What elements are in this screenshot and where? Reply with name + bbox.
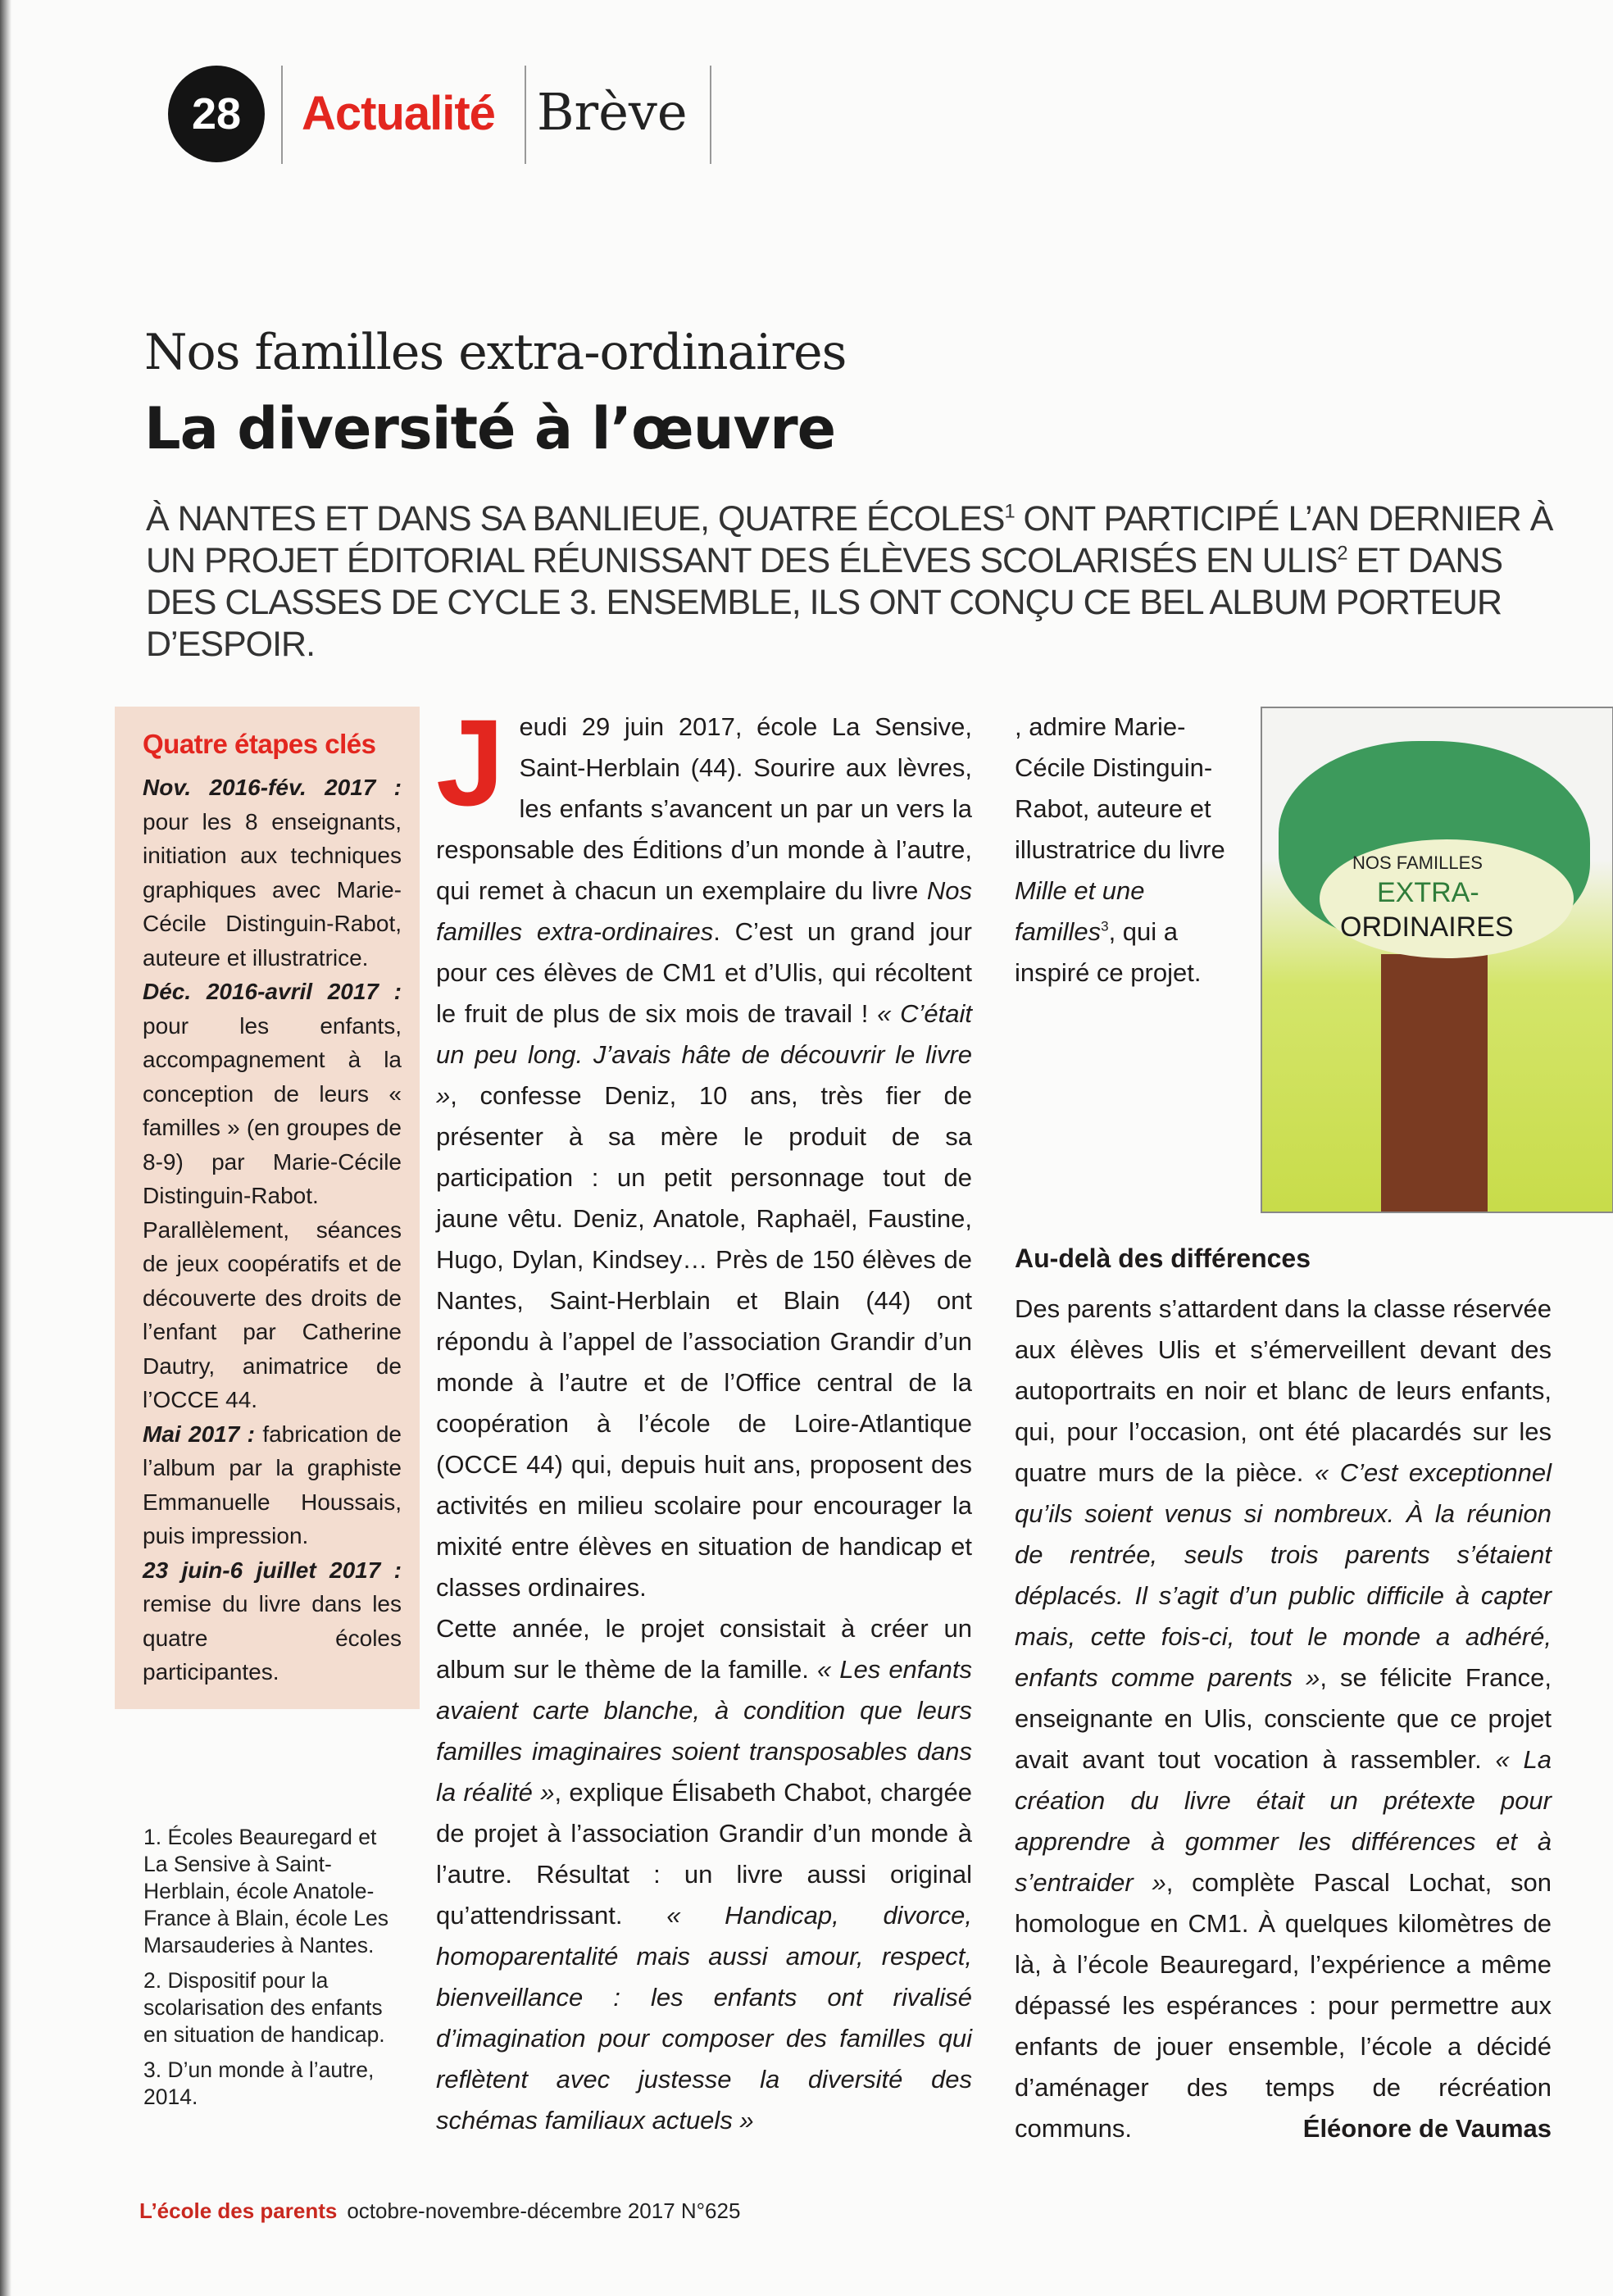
footnote: 2. Dispositif pour la scolarisation des enfants en situation de handicap. (143, 1967, 385, 2047)
key-steps-sidebar (115, 707, 420, 1709)
step: Nov. 2016-fév. 2017 : pour les 8 enseignants, initiation aux techniques graphiques avec Marie-Cécile Distinguin-Rabot, auteure et illustratrice. (143, 775, 402, 971)
footnote: 1. Écoles Beauregard et La Sensive à Saint-Herblain, école Anatole-France à Blain, école Les Marsauderies à Nantes. (143, 1824, 389, 1957)
cover-title: NOS FAMILLES (1352, 852, 1483, 873)
right-column-top (1015, 707, 1613, 1213)
section-heading: Au-delà des différences (1015, 1243, 1311, 1273)
issue-info: octobre-novembre-décembre 2017 N°625 (347, 2198, 741, 2223)
left-column (115, 707, 420, 2119)
article-column-2-top: , admire Marie-Cécile Distinguin-Rabot, auteure et illustratrice du livre Mille et une familles$^3$, qui a inspiré ce projet. (1015, 712, 1225, 987)
footnotes (143, 1824, 389, 2111)
cover-title: EXTRA- (1377, 877, 1479, 908)
article-columns (0, 693, 1613, 2149)
section-label: Actualité (302, 87, 495, 140)
article-column-1: Jeudi 29 juin 2017, école La Sensive, Saint-Herblain (44). Sourire aux lèvres, les enfants s’avancent un par un vers la responsable des Éditions d’un monde à l’autre, qui remet à chacun un exemplaire du livre Nos familles extra-ordinaires. C’est un grand jour pour ces élèves de CM1 et d’Ulis, qui récoltent le fruit de plus de six mois de travail ! « C’était un peu long. J’avais hâte de découvrir le livre », confesse Deniz, 10 ans, très fier de présenter à sa mère le produit de sa participation : un petit personnage tout de jaune vêtu. Deniz, Anatole, Raphaël, Faustine, Hugo, Dylan, Kindsey… Près de 150 élèves de Nantes, Saint-Herblain et Blain (44) ont répondu à l’appel de l’association Grandir d’un monde à l’autre et de l’Office central de la coopération à l’école de Loire-Atlantique (OCCE 44) qui, depuis huit ans, proposent des activités en milieu scolaire pour encourager la mixité entre élèves en situation de handicap et classes ordinaires. Cette année, le projet consistait à créer un album sur le thème de la famille. « Les enfants avaient carte blanche, à condition que leurs familles imaginaires soient transposables dans la réalité », explique Élisabeth Chabot, chargée de projet à l’association Grandir d’un monde à l’autre. Résultat : un livre aussi original qu’attendrissant. « Handicap, divorce, homoparentalité mais aussi amour, respect, bienveillance : les enfants ont rivalisé d’imagination pour composer des familles qui reflètent avec justesse la diversité des schémas familiaux actuels » (436, 693, 973, 2135)
step: 23 juin-6 juillet 2017 : remise du livre dans les quatre écoles participantes. (143, 1557, 402, 1684)
article-lead: À NANTES ET DANS SA BANLIEUE, QUATRE ÉCOLES$^1$ ONT PARTICIPÉ L’AN DERNIER À UN PROJET ÉDITORIAL RÉUNISSANT DES ÉLÈVES SCOLARISÉS EN ULIS$^2$ ET DANS DES CLASSES DE CYCLE 3. ENSEMBLE, ILS ONT CONÇU CE BEL ALBUM PORTEUR D’ESPOIR. (146, 499, 1553, 664)
footnote: 3. D’un monde à l’autre, 2014. (143, 2057, 375, 2109)
right-column (1015, 707, 1613, 2149)
author-signature: Éléonore de Vaumas (1302, 2114, 1552, 2143)
article-title: Nos familles extra-ordinaires (144, 324, 847, 381)
page-number-badge: 28 (168, 66, 265, 162)
drop-cap: J (436, 693, 505, 831)
tree-trunk (1381, 954, 1488, 1213)
magazine-name: L’école des parents (139, 2198, 338, 2223)
step: Déc. 2016-avril 2017 : pour les enfants, accompagnement à la conception de leurs « familles » (en groupes de 8-9) par Marie-Cécile Distinguin-Rabot. Parallèlement, séances de jeux coopératifs et de découverte des droits de l’enfant par Catherine Dautry, animatrice de l’OCCE 44. (143, 979, 402, 1412)
book-cover-image (1261, 707, 1613, 1213)
cover-title: ORDINAIRES (1340, 912, 1514, 943)
step: Mai 2017 : fabrication de l’album par la graphiste Emmanuelle Houssais, puis impression. (143, 1421, 402, 1548)
sidebar-title: Quatre étapes clés (143, 729, 376, 759)
article-column-2: Au-delà des différences Des parents s’attardent dans la classe réservée aux élèves Ulis et s’émerveillent devant des autoportraits en noir et blanc de leurs enfants, qui, pour l’occasion, ont été placardés sur les quatre murs de la pièce. « C’est exceptionnel qu’ils soient venus si nombreux. À la réunion de rentrée, seuls trois parents s’étaient déplacés. Il s’agit d’un public difficile à capter mais, cette fois-ci, tout le monde a adhéré, enfants comme parents », se félicite France, enseignante en Ulis, consciente que ce projet avait avant tout vocation à rassembler. « La création du livre était un prétexte pour apprendre à gommer les différences et à s’entraider », complète Pascal Lochat, son homologue en CM1. À quelques kilomètres de là, à l’école Beauregard, l’expérience a même dépassé les espérances : pour permettre aux enfants de jouer ensemble, l’école a décidé d’aménager des temps de récréation communs. Éléonore de Vaumas (1015, 1238, 1552, 2149)
article-subtitle: La diversité à l’œuvre (144, 395, 836, 462)
subsection-label: Brève (537, 82, 688, 142)
page-footer (139, 2198, 1613, 2224)
